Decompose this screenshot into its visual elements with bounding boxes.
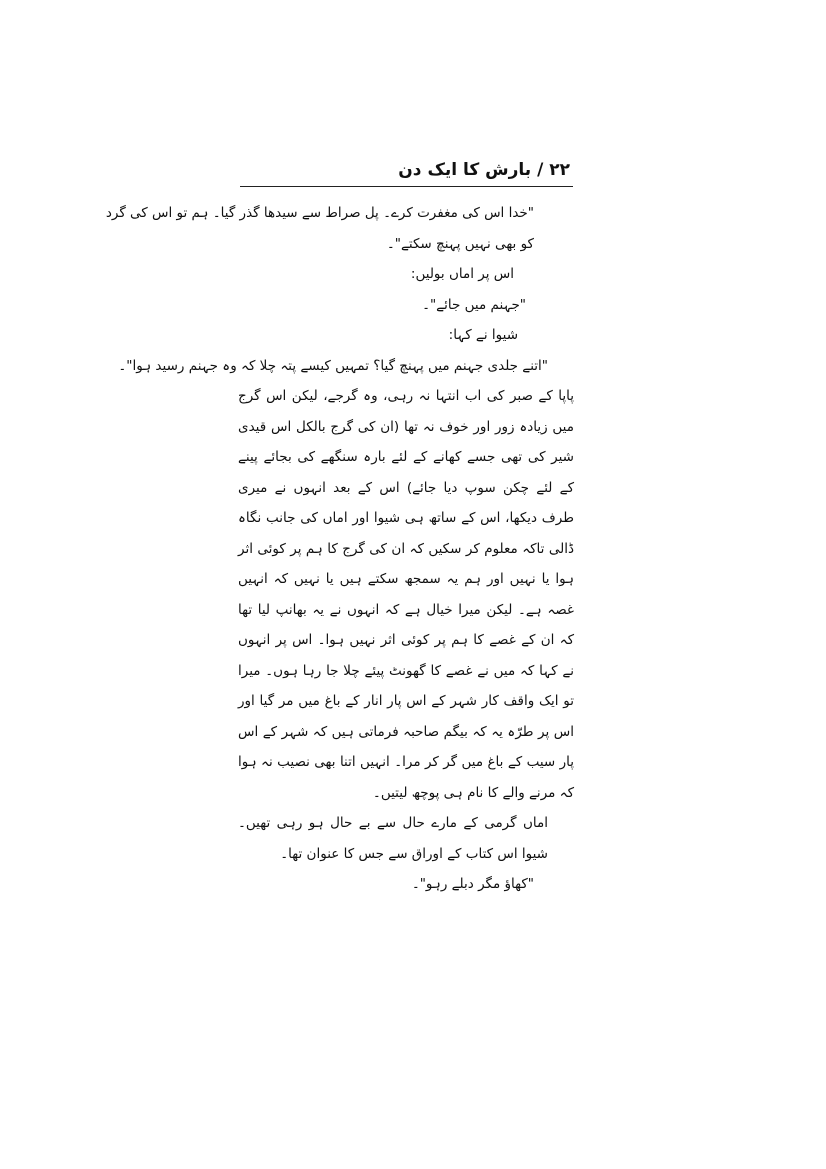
dialogue-line: "اتنے جلدی جہنم میں پہنچ گیا؟ تمہیں کیسے پتہ چلا کہ وہ جہنم رسید ہوا"۔ [118, 357, 548, 374]
page-body [105, 198, 574, 900]
header-divider [240, 186, 573, 187]
dialogue-line: شیوا نے کہا: [448, 327, 518, 343]
running-header: ۲۲ / بارش کا ایک دن [398, 160, 570, 180]
dialogue-line: "خدا اس کی مغفرت کرے۔ پل صراط سے سیدھا گذر گیا۔ ہم تو اس کی گرد [105, 205, 534, 221]
dialogue-line: کو بھی نہیں پہنچ سکتے"۔ [386, 235, 534, 252]
dialogue-line: اس پر اماں بولیں: [410, 266, 514, 282]
paragraph: پاپا کے صبر کی اب انتہا نہ رہی، وہ گرجے، لیکن اس گرج میں زیادہ زور اور خوف نہ تھا (ان کی گرج بالکل اس قیدی شیر کی تھی جسے کھانے کے لئے بارہ سنگھے کی بجائے پینے کے لئے چکن سوپ دیا جائے) اس کے بعد انہوں نے میری طرف دیکھا، اس کے ساتھ ہی شیوا اور اماں کی جانب نگاہ ڈالی تاکہ معلوم کر سکیں کہ ان کی گرج کا ہم پر کوئی اثر ہوا یا نہیں اور ہم یہ سمجھ سکتے ہیں یا نہیں کہ انہیں غصہ ہے۔ لیکن میرا خیال ہے کہ انہوں نے یہ بھانپ لیا تھا کہ ان کے غصے کا ہم پر کوئی اثر نہیں ہوا۔ اس پر انہوں نے کہا کہ میں نے غصے کا گھونٹ پیئے چلا جا رہا ہوں۔ میرا تو ایک واقف کار شہر کے اس پار انار کے باغ میں مر گیا اور اس پر طرّہ یہ کہ بیگم صاحبہ فرماتی ہیں کہ شہر کے اس پار سیب کے باغ میں گر کر مرا۔ انہیں اتنا بھی نصیب نہ ہوا کہ مرنے والے کا نام ہی پوچھ لیتیں۔ [238, 388, 574, 801]
paragraph: اماں گرمی کے مارے حال سے بے حال ہو رہی تھیں۔ شیوا اس کتاب کے اوراق سے جس کا عنوان تھا۔ [238, 815, 548, 862]
closing-quote: "کھاؤ مگر دبلے رہو"۔ [411, 876, 534, 892]
dialogue-line: "جہنم میں جائے"۔ [422, 296, 526, 313]
